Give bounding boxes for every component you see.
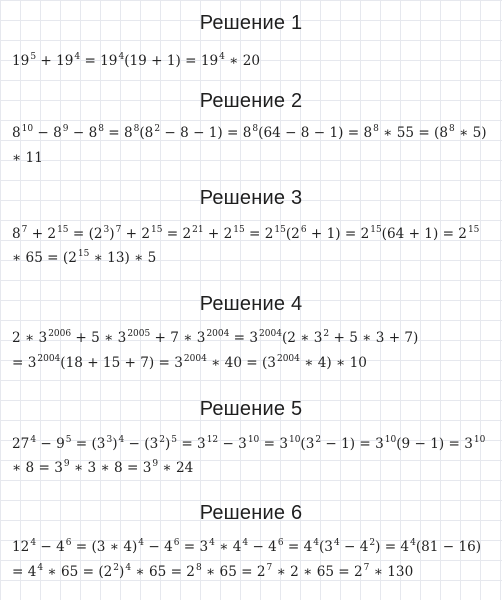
- solution-5-line-1: $27^4 - 9^5 = (3^3)^4 - (3^2)^5 = 3^{12} - 3^{10} = 3^{10}(3^2 - 1) = 3^{10}(9 - 1) = 3^{10}$: [12, 435, 486, 452]
- solution-1-title: Решение 1: [199, 12, 303, 34]
- solution-4-line-2: = $3^{2004}(18 + 15 + 7) = 3^{2004}$ ∗ $40 = (3^{2004}$ ∗ 4) ∗ 10: [12, 354, 367, 371]
- solution-6-title: Решение 6: [199, 502, 303, 524]
- solution-4-line-1: 2 ∗ $3^{2006} + 5$ ∗ $3^{2005} + 7$ ∗ $3^{2004} = 3^{2004}(2$ ∗ $3^2 + 5$ ∗ 3 + 7): [12, 329, 419, 346]
- solution-2-line-1: $8^{10} - 8^9 - 8^8 = 8^8(8^2 - 8 - 1) = 8^8(64 - 8 - 1) = 8^8$ ∗ $55 = (8^8$ ∗ 5): [12, 124, 487, 141]
- solution-3-line-1: $8^7 + 2^{15} = (2^3)^7 + 2^{15} = 2^{21} + 2^{15} = 2^{15}(2^6 + 1) = 2^{15}(64 + 1) = 2^{15}$: [12, 225, 480, 242]
- solution-3-line-2: ∗ $65 = (2^{15}$ ∗ 13) ∗ 5: [12, 249, 157, 266]
- solution-3-title: Решение 3: [199, 187, 303, 209]
- solution-2-title: Решение 2: [199, 90, 303, 112]
- solution-2-line-2: ∗ 11: [12, 150, 43, 166]
- solution-5-line-2: ∗ $8 = 3^9$ ∗ 3 ∗ $8 = 3^9$ ∗ 24: [12, 459, 194, 476]
- solution-5-title: Решение 5: [199, 398, 303, 420]
- solution-6-line-1: $12^4 - 4^6 = (3$ ∗ $4)^4 - 4^6 = 3^4$ ∗ $4^4 - 4^6 = 4^4(3^4 - 4^2) = 4^4(81 - 16)$: [12, 538, 482, 555]
- solution-4-title: Решение 4: [199, 293, 303, 315]
- solution-1-line-1: $19^5 + 19^4 = 19^4(19 + 1) = 19^4$ ∗ 20: [12, 52, 261, 69]
- solution-6-line-2: = $4^4$ ∗ $65 = (2^2)^4$ ∗ $65 = 2^8$ ∗ $65 = 2^7$ ∗ 2 ∗ $65 = 2^7$ ∗ 130: [12, 563, 414, 580]
